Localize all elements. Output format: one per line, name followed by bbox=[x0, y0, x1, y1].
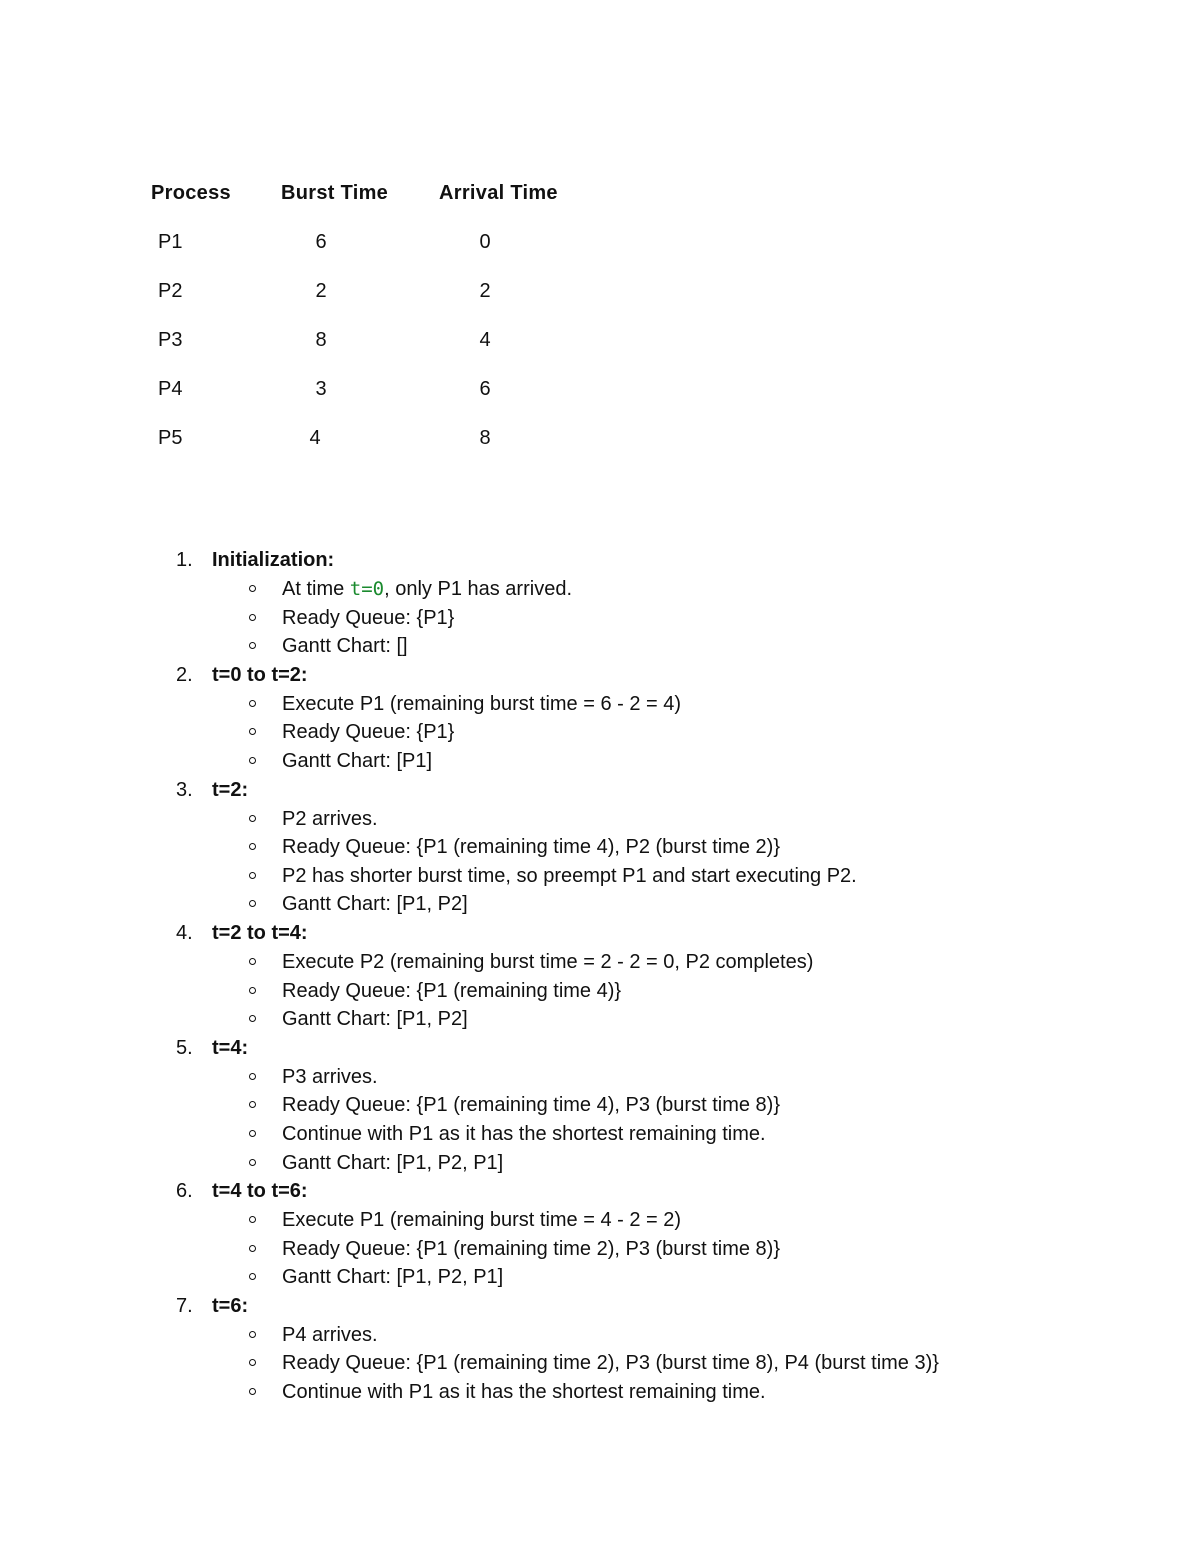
sub-item-text: Ready Queue: {P1 (remaining time 2), P3 (burst time 8), P4 (burst time 3)} bbox=[282, 1352, 939, 1375]
list-item bbox=[0, 1292, 1200, 1407]
hollow-bullet-icon bbox=[249, 1101, 256, 1108]
step-title: t=4: bbox=[212, 1036, 249, 1059]
cell-arrival-time: 6 bbox=[479, 378, 491, 400]
cell-burst-time: 6 bbox=[315, 231, 327, 253]
hollow-bullet-icon bbox=[249, 843, 256, 850]
sub-item bbox=[0, 1063, 1200, 1092]
header-arrival-time: Arrival Time bbox=[439, 182, 558, 204]
hollow-bullet-icon bbox=[249, 1015, 256, 1022]
sub-item bbox=[0, 632, 1200, 661]
cell-arrival-time: 0 bbox=[479, 231, 491, 253]
table-row bbox=[151, 324, 611, 373]
step-heading bbox=[0, 1292, 1200, 1321]
table-header-row bbox=[151, 177, 611, 226]
sub-item-text: P2 has shorter burst time, so preempt P1 and start executing P2. bbox=[282, 864, 857, 887]
cell-arrival-time: 8 bbox=[479, 427, 491, 449]
cell-burst-time: 2 bbox=[315, 280, 327, 302]
list-item bbox=[0, 1034, 1200, 1177]
hollow-bullet-icon bbox=[249, 585, 256, 592]
sub-item bbox=[0, 1378, 1200, 1407]
sub-item-text: Gantt Chart: [P1, P2] bbox=[282, 893, 468, 916]
sub-item bbox=[0, 977, 1200, 1006]
hollow-bullet-icon bbox=[249, 900, 256, 907]
hollow-bullet-icon bbox=[249, 1245, 256, 1252]
hollow-bullet-icon bbox=[249, 1130, 256, 1137]
sub-item-text: Ready Queue: {P1} bbox=[282, 721, 455, 744]
sub-item-text: Ready Queue: {P1 (remaining time 4), P3 (burst time 8)} bbox=[282, 1094, 781, 1117]
sub-item bbox=[0, 690, 1200, 719]
sub-item bbox=[0, 1235, 1200, 1264]
list-item bbox=[0, 546, 1200, 661]
sub-item bbox=[0, 805, 1200, 834]
step-title: Initialization: bbox=[212, 549, 335, 571]
hollow-bullet-icon bbox=[249, 757, 256, 764]
step-heading bbox=[0, 661, 1200, 690]
sub-item-text: Ready Queue: {P1 (remaining time 4)} bbox=[282, 979, 622, 1002]
cell-process: P4 bbox=[158, 378, 183, 400]
sub-item bbox=[0, 747, 1200, 776]
sub-item-text: Continue with P1 as it has the shortest remaining time. bbox=[282, 1381, 766, 1404]
step-title: t=0 to t=2: bbox=[212, 663, 308, 686]
hollow-bullet-icon bbox=[249, 872, 256, 879]
step-number: 7. bbox=[176, 1294, 193, 1317]
step-number: 6. bbox=[176, 1180, 193, 1203]
step-number: 3. bbox=[176, 778, 193, 801]
sub-list bbox=[0, 805, 1200, 919]
step-title: t=2 to t=4: bbox=[212, 921, 308, 944]
cell-burst-time: 3 bbox=[315, 378, 327, 400]
step-heading bbox=[0, 1177, 1200, 1206]
step-number: 4. bbox=[176, 921, 193, 944]
sub-item bbox=[0, 1005, 1200, 1034]
steps-list bbox=[0, 546, 1200, 1407]
sub-item bbox=[0, 862, 1200, 891]
step-heading bbox=[0, 919, 1200, 948]
cell-arrival-time: 2 bbox=[479, 280, 491, 302]
sub-item-text: Continue with P1 as it has the shortest remaining time. bbox=[282, 1122, 766, 1145]
sub-item-text: Ready Queue: {P1 (remaining time 4), P2 (burst time 2)} bbox=[282, 836, 781, 859]
step-title: t=6: bbox=[212, 1294, 249, 1317]
hollow-bullet-icon bbox=[249, 1273, 256, 1280]
sub-item-text: Ready Queue: {P1 (remaining time 2), P3 (burst time 8)} bbox=[282, 1237, 781, 1260]
sub-item-text: Execute P1 (remaining burst time = 6 - 2 = 4) bbox=[282, 692, 682, 715]
sub-item bbox=[0, 718, 1200, 747]
hollow-bullet-icon bbox=[249, 1159, 256, 1166]
sub-item bbox=[0, 604, 1200, 633]
step-heading bbox=[0, 1034, 1200, 1063]
hollow-bullet-icon bbox=[249, 1073, 256, 1080]
cell-burst-time: 4 bbox=[309, 427, 321, 449]
cell-process: P3 bbox=[158, 329, 183, 351]
sub-item bbox=[0, 1263, 1200, 1292]
hollow-bullet-icon bbox=[249, 1388, 256, 1395]
sub-item-text: Ready Queue: {P1} bbox=[282, 606, 455, 629]
sub-item-text: Gantt Chart: [P1, P2] bbox=[282, 1008, 468, 1031]
sub-item-text: Gantt Chart: [P1, P2, P1] bbox=[282, 1266, 504, 1289]
sub-item bbox=[0, 1321, 1200, 1350]
hollow-bullet-icon bbox=[249, 700, 256, 707]
table-row bbox=[151, 373, 611, 422]
process-table bbox=[151, 177, 611, 471]
sub-item-text: Gantt Chart: [P1] bbox=[282, 749, 433, 772]
step-heading bbox=[0, 546, 1200, 575]
hollow-bullet-icon bbox=[249, 987, 256, 994]
sub-list bbox=[0, 948, 1200, 1034]
sub-list bbox=[0, 690, 1200, 776]
sub-item-text: Gantt Chart: [] bbox=[282, 635, 408, 658]
inline-code: t=0 bbox=[349, 578, 385, 600]
table-row bbox=[151, 422, 611, 471]
sub-item bbox=[0, 1120, 1200, 1149]
sub-item-text: P3 arrives. bbox=[282, 1065, 378, 1088]
hollow-bullet-icon bbox=[249, 642, 256, 649]
sub-item-text: At time t=0, only P1 has arrived. bbox=[282, 578, 572, 600]
cell-process: P2 bbox=[158, 280, 183, 302]
hollow-bullet-icon bbox=[249, 1359, 256, 1366]
list-item bbox=[0, 776, 1200, 919]
table-row bbox=[151, 226, 611, 275]
sub-item bbox=[0, 1091, 1200, 1120]
cell-process: P5 bbox=[158, 427, 183, 449]
hollow-bullet-icon bbox=[249, 614, 256, 621]
sub-item-text: P4 arrives. bbox=[282, 1323, 378, 1346]
sub-item-text: Execute P2 (remaining burst time = 2 - 2 = 0, P2 completes) bbox=[282, 950, 814, 973]
list-item bbox=[0, 661, 1200, 776]
table-body bbox=[151, 226, 611, 471]
sub-item bbox=[0, 890, 1200, 919]
step-number: 5. bbox=[176, 1036, 193, 1059]
sub-item bbox=[0, 833, 1200, 862]
sub-item-text: Execute P1 (remaining burst time = 4 - 2 = 2) bbox=[282, 1209, 682, 1232]
list-item bbox=[0, 1177, 1200, 1292]
step-title: t=4 to t=6: bbox=[212, 1180, 308, 1203]
step-title: t=2: bbox=[212, 778, 249, 801]
sub-item bbox=[0, 1149, 1200, 1178]
cell-process: P1 bbox=[158, 231, 183, 253]
step-heading bbox=[0, 776, 1200, 805]
sub-item-text: P2 arrives. bbox=[282, 807, 378, 830]
sub-item-text: Gantt Chart: [P1, P2, P1] bbox=[282, 1151, 504, 1174]
step-number: 2. bbox=[176, 663, 193, 686]
sub-item bbox=[0, 948, 1200, 977]
sub-list bbox=[0, 1206, 1200, 1292]
table-row bbox=[151, 275, 611, 324]
header-process: Process bbox=[151, 182, 231, 204]
hollow-bullet-icon bbox=[249, 958, 256, 965]
hollow-bullet-icon bbox=[249, 1331, 256, 1338]
cell-arrival-time: 4 bbox=[479, 329, 491, 351]
hollow-bullet-icon bbox=[249, 815, 256, 822]
step-number: 1. bbox=[176, 549, 193, 571]
sub-list bbox=[0, 1321, 1200, 1407]
hollow-bullet-icon bbox=[249, 1216, 256, 1223]
list-item bbox=[0, 919, 1200, 1034]
header-burst-time: Burst Time bbox=[281, 182, 389, 204]
sub-list bbox=[0, 575, 1200, 661]
sub-item bbox=[0, 575, 1200, 604]
sub-item bbox=[0, 1349, 1200, 1378]
hollow-bullet-icon bbox=[249, 728, 256, 735]
sub-list bbox=[0, 1063, 1200, 1177]
cell-burst-time: 8 bbox=[315, 329, 327, 351]
sub-item bbox=[0, 1206, 1200, 1235]
